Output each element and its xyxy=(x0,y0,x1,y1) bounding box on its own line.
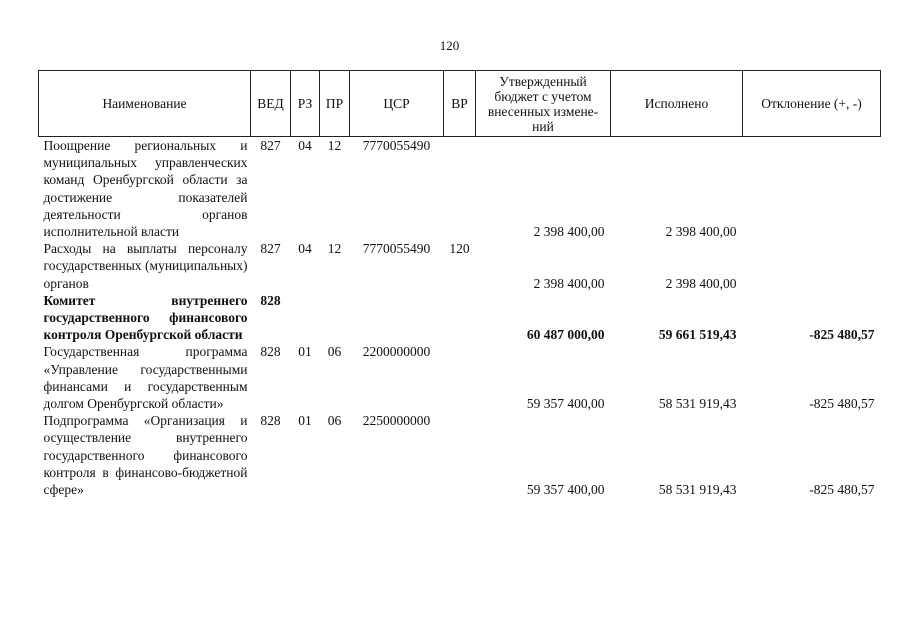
table-row xyxy=(39,292,881,344)
row-vr xyxy=(444,412,476,498)
row-vr xyxy=(444,292,476,344)
page-number: 120 xyxy=(439,38,460,53)
row-approved: 59 357 400,00 xyxy=(526,396,605,412)
row-executed: 58 531 919,43 xyxy=(658,396,737,412)
row-rz: 01 xyxy=(298,344,312,360)
row-executed: 2 398 400,00 xyxy=(665,224,737,240)
header-name: Наименование xyxy=(39,71,251,137)
row-vr xyxy=(444,343,476,412)
table-row xyxy=(39,412,881,498)
row-rz: 04 xyxy=(298,138,312,153)
row-ved: 827 xyxy=(260,138,281,153)
row-pr xyxy=(320,292,350,344)
table-header-row xyxy=(39,71,881,137)
row-rz xyxy=(291,292,320,344)
row-deviation xyxy=(743,240,881,292)
row-ved: 828 xyxy=(260,292,281,308)
row-pr: 06 xyxy=(327,344,342,360)
header-approved: Утвержденный бюджет с учетом внесенных измене-ний xyxy=(476,71,611,137)
row-executed: 58 531 919,43 xyxy=(658,482,737,498)
table-row xyxy=(39,240,881,292)
row-csr: 7770055490 xyxy=(362,138,431,153)
header-pr: ПР xyxy=(320,71,350,137)
row-pr: 12 xyxy=(327,138,342,153)
row-executed: 2 398 400,00 xyxy=(665,275,737,291)
row-name: Комитет внутреннего государственного финансового контроля Оренбургской области xyxy=(43,292,248,343)
row-deviation: -825 480,57 xyxy=(809,482,875,498)
row-ved: 827 xyxy=(260,241,281,257)
row-pr: 06 xyxy=(327,413,342,429)
table-row xyxy=(39,137,881,241)
table-row xyxy=(39,343,881,412)
row-approved: 2 398 400,00 xyxy=(533,224,605,240)
row-name: Поощрение региональных и муниципальных управленческих команд Оренбургской области за достижение показателей деятельности органов исполнительной власти xyxy=(43,138,248,240)
row-rz: 04 xyxy=(298,241,312,257)
row-deviation: -825 480,57 xyxy=(809,396,875,412)
row-approved: 59 357 400,00 xyxy=(526,482,605,498)
row-name: Расходы на выплаты персоналу государственных (муниципальных) органов xyxy=(43,241,248,291)
row-pr: 12 xyxy=(327,241,342,257)
row-vr: 120 xyxy=(449,241,470,257)
row-ved: 828 xyxy=(260,413,281,429)
row-csr: 2200000000 xyxy=(362,344,431,360)
row-csr: 2250000000 xyxy=(362,413,431,429)
header-vr: ВР xyxy=(444,71,476,137)
row-approved: 60 487 000,00 xyxy=(526,327,605,343)
row-rz: 01 xyxy=(298,413,312,429)
row-executed: 59 661 519,43 xyxy=(658,327,737,343)
row-deviation: -825 480,57 xyxy=(809,327,875,343)
row-csr xyxy=(350,292,444,344)
row-name: Государственная программа «Управление государственными финансами и государственным долгом Оренбургской области» xyxy=(43,344,248,412)
header-executed: Исполнено xyxy=(611,71,743,137)
budget-execution-table xyxy=(38,70,881,498)
row-name: Подпрограмма «Организация и осуществление внутреннего государственного финансового контроля в финансово-бюджетной сфере» xyxy=(43,413,248,498)
header-deviation: Отклонение (+, -) xyxy=(743,71,881,137)
row-approved: 2 398 400,00 xyxy=(533,275,605,291)
row-vr xyxy=(444,137,476,241)
header-csr: ЦСР xyxy=(350,71,444,137)
row-deviation xyxy=(743,137,881,241)
row-csr: 7770055490 xyxy=(362,241,431,257)
row-ved: 828 xyxy=(260,344,281,360)
header-ved: ВЕД xyxy=(251,71,291,137)
header-rz: РЗ xyxy=(291,71,320,137)
